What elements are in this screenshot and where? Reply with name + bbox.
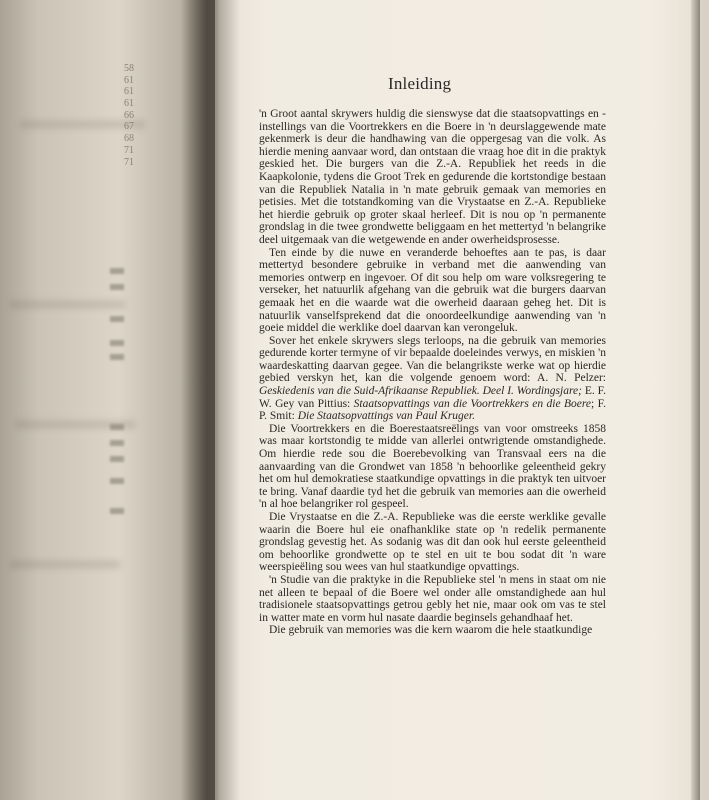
book-title: Die Staatsopvattings van Paul Kruger. bbox=[297, 410, 475, 423]
book-title: Staatsopvattings van die Voortrekkers en die Boere bbox=[353, 397, 592, 410]
chapter-title: Inleiding bbox=[388, 74, 452, 93]
blurred-text-line bbox=[10, 560, 120, 569]
page-ref-number: 71 bbox=[124, 144, 134, 156]
blurred-text-line bbox=[10, 300, 125, 309]
paragraph: 'n Groot aantal skrywers huldig die sienswyse dat die staatsopvattings en -instellings van die Voortrekkers en die Boere in 'n deurslaggewende mate gekenmerk is deur die handhawing van die oppergesag van die volk. As hierdie mening aanvaar word, dan ontstaan die vraag hoe dit in die praktyk geskied het. Die burgers van die Z.-A. Republiek het reeds in die Kaapkolonie, tydens die Groot Trek en gedurende die kortstondige bestaan van die Republiek Natalia in 'n mate gebruik gemaak van memories en petisies. Met die totstandkoming van die Vrystaatse en Z.-A. Republieke het hierdie gebruik op groter skaal herleef. Dit is nou op 'n permanente grondslag in die twee grondwette beliggaam en het mettertyd 'n belangrike deel uitgemaak van die wetgewende en ander owerheidsprosesse. bbox=[259, 108, 606, 246]
paragraph: Ten einde by die nuwe en veranderde behoeftes aan te pas, is daar mettertyd besondere gebruike in verband met die aanwending van memories ontwerp en ingevoer. Of dit sou help om ware volksregering te verseker, het natuurlik afgehang van die gebruik wat die burgers daarvan gemaak het en die waarde wat die owerheid daaraan geheg het. Dit is natuurlik vanselfsprekend dat die onoordeelkundige aanwending van 'n goeie middel die werklike doel daarvan kan verongeluk. bbox=[259, 246, 606, 335]
page-ref-number: 61 bbox=[124, 86, 134, 98]
paragraph: 'n Studie van die praktyke in die Republieke stel 'n mens in staat om nie net alleen te bepaal of die Boere wel onder alle omstandighede aan hul tradisionele staatsopvattings getrou gebly het nie, maar ook om vas te stel in watter mate en vorm hul nasate daardie beginsels gehandhaaf het. bbox=[259, 573, 606, 624]
page-ref-number: 61 bbox=[124, 74, 134, 86]
page-ref-number: 61 bbox=[124, 98, 134, 110]
left-page-numbers bbox=[104, 63, 134, 168]
paragraph: Die Voortrekkers en die Boerestaatsreëlings van voor omstreeks 1858 was maar kortstondig te midde van allerlei ontwrigtende omstandighede. Om hierdie rede sou die Boerebevolking van Transvaal eers na die aanvaarding van die Grondwet van 1858 'n behoorlike geleentheid gekry het om hul demokratiese staatkundige opvattings in die praktyk ten uitvoer te bring. Vanaf daardie tyd het die gebruik van memories aan die owerheid 'n al hoe belangriker rol gespeel. bbox=[259, 422, 606, 511]
paragraph: Die Vrystaatse en die Z.-A. Republieke was die eerste werklike gevalle waarin die Boere hul eie onafhanklike state op 'n redelik permanente grondslag gevestig het. As sodanig was dit dan ook hul eerste geleentheid om behoorlike grondwette op te stel en uit te bou sodat dit 'n ware weerspieëling sou wees van hul staatkundige opvattings. bbox=[259, 511, 606, 574]
paragraph: Sover het enkele skrywers slegs terloops, na die gebruik van memories gedurende korter termyne of vir bepaalde doeleindes verwys, en miskien 'n waardeskatting daarvan gegee. Van die belangrikste werke wat op hierdie gebied verskyn het, kan die volgende genoem word: A. N. Pelzer: Geskiedenis van die Suid-Afrikaanse Republiek. Deel I. Wordingsjare; E. F. W. Gey van Pittius: Staatsopvattings van die Voortrekkers en die Boere; F. P. Smit: Die Staatsopvattings van Paul Kruger. bbox=[259, 334, 606, 423]
page-ref-number: 71 bbox=[124, 156, 134, 168]
page-ref-number: 67 bbox=[124, 121, 134, 133]
page-ref-number: 66 bbox=[124, 109, 134, 121]
paragraph: Die gebruik van memories was die kern waarom die hele staatkundige bbox=[269, 624, 593, 637]
page-ref-number: 68 bbox=[124, 133, 134, 145]
book-title: Geskiedenis van die Suid-Afrikaanse Republiek. Deel I. Wordingsjare; bbox=[259, 385, 582, 398]
body-text bbox=[259, 108, 606, 637]
page-edge bbox=[691, 0, 700, 800]
book-gutter-shadow bbox=[180, 0, 240, 800]
page-ref-number: 58 bbox=[124, 63, 134, 74]
